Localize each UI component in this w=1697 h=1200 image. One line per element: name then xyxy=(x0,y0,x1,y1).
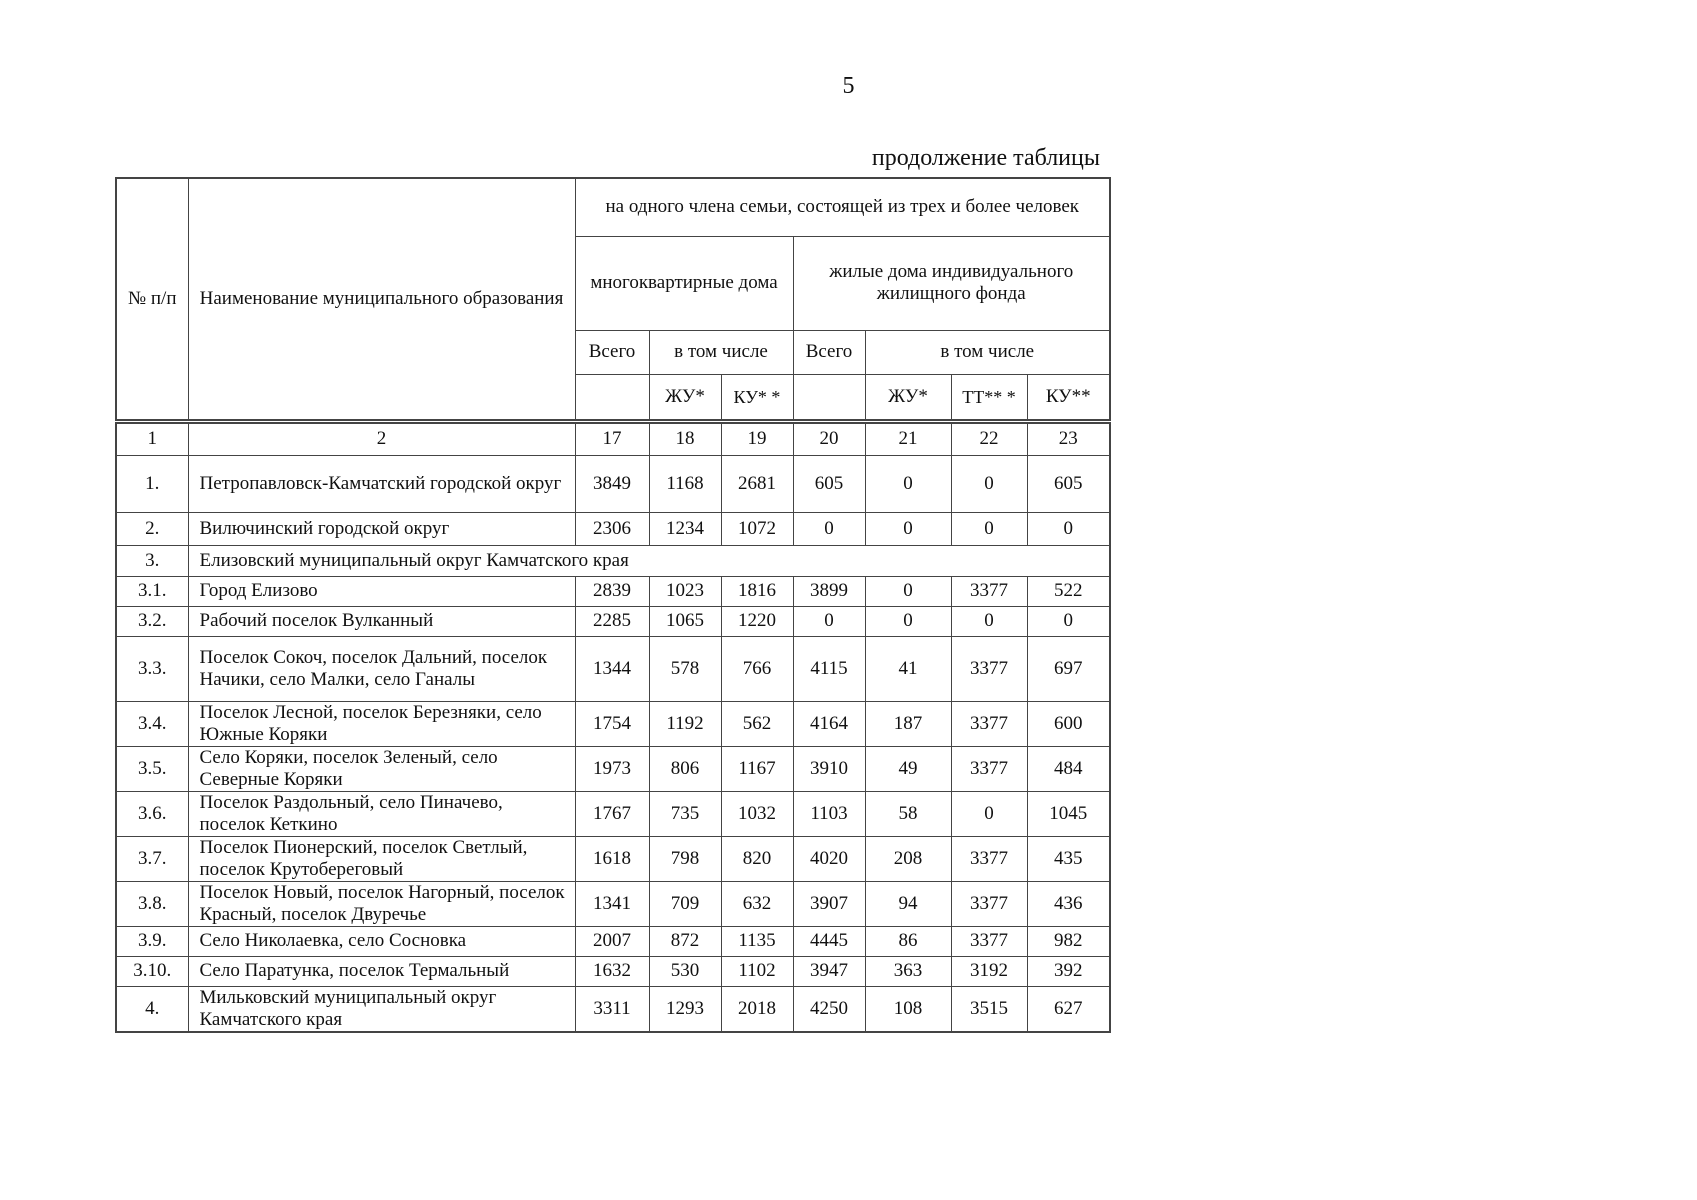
municipality-name: Вилючинский городской округ xyxy=(188,512,575,545)
header-family: на одного члена семьи, состоящей из трех и более человек xyxy=(575,178,1110,236)
value-cell: 1168 xyxy=(649,455,721,512)
column-number: 23 xyxy=(1027,423,1110,455)
value-cell: 2306 xyxy=(575,512,649,545)
header-tt-2: ТТ** * xyxy=(951,374,1027,420)
table-row xyxy=(116,791,1110,836)
value-cell: 3377 xyxy=(951,926,1027,956)
value-cell: 1032 xyxy=(721,791,793,836)
table-row xyxy=(116,455,1110,512)
table-row xyxy=(116,636,1110,701)
value-cell: 605 xyxy=(1027,455,1110,512)
table-row xyxy=(116,576,1110,606)
value-cell: 41 xyxy=(865,636,951,701)
column-number: 1 xyxy=(116,423,188,455)
value-cell: 436 xyxy=(1027,881,1110,926)
table-row xyxy=(116,986,1110,1032)
municipality-name: Село Паратунка, поселок Термальный xyxy=(188,956,575,986)
value-cell: 632 xyxy=(721,881,793,926)
municipality-name: Поселок Пионерский, поселок Светлый, поселок Крутобереговый xyxy=(188,836,575,881)
value-cell: 392 xyxy=(1027,956,1110,986)
value-cell: 0 xyxy=(793,512,865,545)
value-cell: 1973 xyxy=(575,746,649,791)
column-number: 22 xyxy=(951,423,1027,455)
header-apartments: многоквартирные дома xyxy=(575,236,793,330)
value-cell: 3899 xyxy=(793,576,865,606)
value-cell: 0 xyxy=(865,512,951,545)
column-number: 17 xyxy=(575,423,649,455)
value-cell: 3377 xyxy=(951,836,1027,881)
row-number: 3.4. xyxy=(116,701,188,746)
value-cell: 1220 xyxy=(721,606,793,636)
value-cell: 3311 xyxy=(575,986,649,1032)
column-number: 2 xyxy=(188,423,575,455)
header-individual: жилые дома индивидуального жилищного фонда xyxy=(793,236,1110,330)
value-cell: 58 xyxy=(865,791,951,836)
value-cell: 0 xyxy=(951,455,1027,512)
municipality-name: Петропавловск-Камчатский городской округ xyxy=(188,455,575,512)
value-cell: 4115 xyxy=(793,636,865,701)
header-including-1: в том числе xyxy=(649,330,793,374)
value-cell: 435 xyxy=(1027,836,1110,881)
table-row xyxy=(116,606,1110,636)
value-cell: 1102 xyxy=(721,956,793,986)
value-cell: 3377 xyxy=(951,701,1027,746)
table-row xyxy=(116,512,1110,545)
value-cell: 1632 xyxy=(575,956,649,986)
table-row xyxy=(116,956,1110,986)
table-row xyxy=(116,746,1110,791)
value-cell: 562 xyxy=(721,701,793,746)
header-ku-1: КУ* * xyxy=(721,374,793,420)
column-number: 20 xyxy=(793,423,865,455)
value-cell: 1754 xyxy=(575,701,649,746)
value-cell: 108 xyxy=(865,986,951,1032)
municipality-name: Село Коряки, поселок Зеленый, село Северные Коряки xyxy=(188,746,575,791)
value-cell: 0 xyxy=(1027,512,1110,545)
municipality-name: Мильковский муниципальный округ Камчатского края xyxy=(188,986,575,1032)
table-row xyxy=(116,881,1110,926)
value-cell: 1045 xyxy=(1027,791,1110,836)
municipality-name: Поселок Новый, поселок Нагорный, поселок Красный, поселок Двуречье xyxy=(188,881,575,926)
value-cell: 49 xyxy=(865,746,951,791)
column-number: 19 xyxy=(721,423,793,455)
value-cell: 627 xyxy=(1027,986,1110,1032)
value-cell: 3947 xyxy=(793,956,865,986)
value-cell: 4250 xyxy=(793,986,865,1032)
municipality-name: Елизовский муниципальный округ Камчатского края xyxy=(188,545,1110,576)
row-number: 2. xyxy=(116,512,188,545)
municipality-name: Поселок Сокоч, поселок Дальний, поселок Начики, село Малки, село Ганалы xyxy=(188,636,575,701)
value-cell: 3910 xyxy=(793,746,865,791)
value-cell: 2018 xyxy=(721,986,793,1032)
value-cell: 1167 xyxy=(721,746,793,791)
value-cell: 578 xyxy=(649,636,721,701)
value-cell: 1344 xyxy=(575,636,649,701)
value-cell: 1816 xyxy=(721,576,793,606)
value-cell: 1618 xyxy=(575,836,649,881)
header-name: Наименование муниципального образования xyxy=(188,178,575,420)
table-row xyxy=(116,545,1110,576)
table-row xyxy=(116,836,1110,881)
value-cell: 0 xyxy=(951,512,1027,545)
header-total-1: Всего xyxy=(575,330,649,374)
value-cell: 484 xyxy=(1027,746,1110,791)
value-cell: 1293 xyxy=(649,986,721,1032)
row-number: 3.5. xyxy=(116,746,188,791)
value-cell: 766 xyxy=(721,636,793,701)
row-number: 3.6. xyxy=(116,791,188,836)
page-number: 5 xyxy=(842,73,855,99)
value-cell: 4020 xyxy=(793,836,865,881)
value-cell: 0 xyxy=(865,576,951,606)
value-cell: 820 xyxy=(721,836,793,881)
municipality-name: Город Елизово xyxy=(188,576,575,606)
value-cell: 3377 xyxy=(951,746,1027,791)
row-number: 3.1. xyxy=(116,576,188,606)
value-cell: 2681 xyxy=(721,455,793,512)
value-cell: 1767 xyxy=(575,791,649,836)
value-cell: 1072 xyxy=(721,512,793,545)
header-ku-2: КУ** xyxy=(1027,374,1110,420)
value-cell: 697 xyxy=(1027,636,1110,701)
value-cell: 2839 xyxy=(575,576,649,606)
value-cell: 3377 xyxy=(951,576,1027,606)
row-number: 3.2. xyxy=(116,606,188,636)
value-cell: 600 xyxy=(1027,701,1110,746)
table-body xyxy=(116,423,1110,1032)
value-cell: 4445 xyxy=(793,926,865,956)
value-cell: 4164 xyxy=(793,701,865,746)
row-number: 3. xyxy=(116,545,188,576)
value-cell: 735 xyxy=(649,791,721,836)
value-cell: 94 xyxy=(865,881,951,926)
header-blank-1 xyxy=(575,374,649,420)
data-table xyxy=(115,422,1111,1033)
header-num: № п/п xyxy=(116,178,188,420)
value-cell: 3849 xyxy=(575,455,649,512)
value-cell: 2285 xyxy=(575,606,649,636)
table-row xyxy=(116,926,1110,956)
value-cell: 3907 xyxy=(793,881,865,926)
value-cell: 982 xyxy=(1027,926,1110,956)
value-cell: 798 xyxy=(649,836,721,881)
header-zhu-2: ЖУ* xyxy=(865,374,951,420)
table-header xyxy=(115,177,1111,421)
value-cell: 0 xyxy=(865,606,951,636)
value-cell: 0 xyxy=(951,791,1027,836)
value-cell: 530 xyxy=(649,956,721,986)
value-cell: 0 xyxy=(793,606,865,636)
row-number: 3.7. xyxy=(116,836,188,881)
value-cell: 709 xyxy=(649,881,721,926)
value-cell: 0 xyxy=(1027,606,1110,636)
value-cell: 1023 xyxy=(649,576,721,606)
value-cell: 806 xyxy=(649,746,721,791)
municipality-name: Поселок Раздольный, село Пиначево, поселок Кеткино xyxy=(188,791,575,836)
row-number: 3.10. xyxy=(116,956,188,986)
header-including-2: в том числе xyxy=(865,330,1110,374)
value-cell: 187 xyxy=(865,701,951,746)
value-cell: 363 xyxy=(865,956,951,986)
header-blank-2 xyxy=(793,374,865,420)
table-row xyxy=(116,701,1110,746)
column-number-row xyxy=(116,423,1110,455)
row-number: 3.8. xyxy=(116,881,188,926)
row-number: 3.9. xyxy=(116,926,188,956)
value-cell: 1103 xyxy=(793,791,865,836)
value-cell: 2007 xyxy=(575,926,649,956)
row-number: 4. xyxy=(116,986,188,1032)
municipality-name: Рабочий поселок Вулканный xyxy=(188,606,575,636)
value-cell: 3377 xyxy=(951,881,1027,926)
value-cell: 3377 xyxy=(951,636,1027,701)
value-cell: 208 xyxy=(865,836,951,881)
row-number: 3.3. xyxy=(116,636,188,701)
header-zhu-1: ЖУ* xyxy=(649,374,721,420)
municipality-name: Село Николаевка, село Сосновка xyxy=(188,926,575,956)
value-cell: 1065 xyxy=(649,606,721,636)
value-cell: 1341 xyxy=(575,881,649,926)
value-cell: 522 xyxy=(1027,576,1110,606)
header-total-2: Всего xyxy=(793,330,865,374)
value-cell: 1135 xyxy=(721,926,793,956)
column-number: 18 xyxy=(649,423,721,455)
municipality-name: Поселок Лесной, поселок Березняки, село Южные Коряки xyxy=(188,701,575,746)
value-cell: 0 xyxy=(951,606,1027,636)
column-number: 21 xyxy=(865,423,951,455)
continuation-label: продолжение таблицы xyxy=(871,145,1100,171)
value-cell: 0 xyxy=(865,455,951,512)
value-cell: 872 xyxy=(649,926,721,956)
value-cell: 3515 xyxy=(951,986,1027,1032)
value-cell: 86 xyxy=(865,926,951,956)
value-cell: 3192 xyxy=(951,956,1027,986)
row-number: 1. xyxy=(116,455,188,512)
value-cell: 605 xyxy=(793,455,865,512)
value-cell: 1192 xyxy=(649,701,721,746)
value-cell: 1234 xyxy=(649,512,721,545)
